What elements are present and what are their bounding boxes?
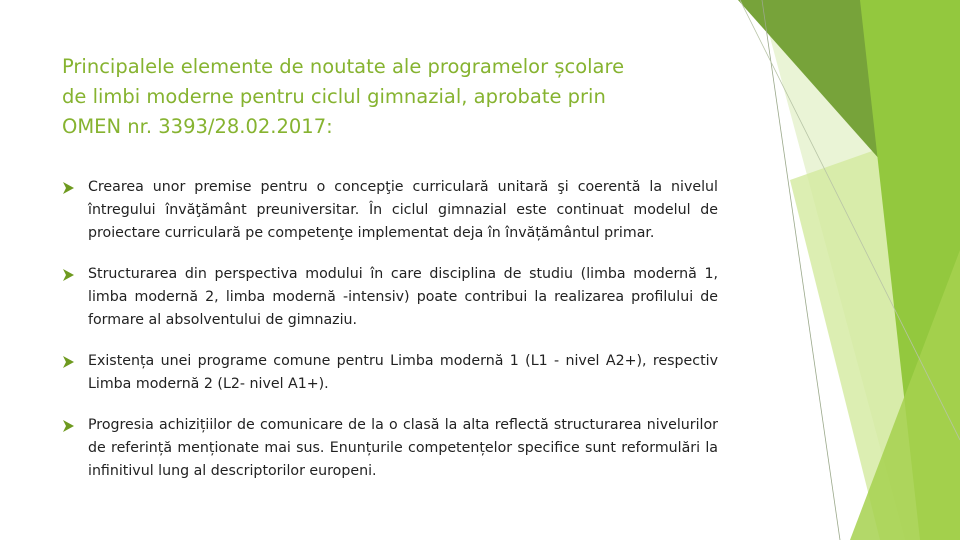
title-line-1: Principalele elemente de noutate ale programelor școlare xyxy=(62,55,625,78)
bullet-text: Progresia achizițiilor de comunicare de la o clasă la alta reflectă structurarea nivelurilor de referință menționate mai sus. Enunțurile competențelor specifice sunt reformulări la infinitivul lung al descriptorilor europeni. xyxy=(88,417,718,479)
title-line-2: de limbi moderne pentru ciclul gimnazial, aprobate prin xyxy=(62,85,606,108)
list-item xyxy=(62,350,718,396)
bullet-text: Structurarea din perspectiva modului în care disciplina de studiu (limba modernă 1, limba modernă 2, limba modernă -intensiv) poate contribui la realizarea profilului de formare al absolventului de gimnaziu. xyxy=(88,266,718,328)
arrowhead-bullet-icon xyxy=(62,182,74,194)
arrowhead-bullet-icon xyxy=(62,269,74,281)
arrowhead-bullet-icon xyxy=(62,420,74,432)
list-item xyxy=(62,414,718,483)
bullet-list xyxy=(62,176,718,501)
bullet-text: Crearea unor premise pentru o concepţie curriculară unitară şi coerentă la nivelul întregului învăţământ preuniversitar. În ciclul gimnazial este continuat modelul de proiectare curriculară pe competenţe implementat deja în învățământul primar. xyxy=(88,179,718,241)
arrowhead-bullet-icon xyxy=(62,356,74,368)
title-line-3: OMEN nr. 3393/28.02.2017: xyxy=(62,115,333,138)
list-item xyxy=(62,176,718,245)
page-title xyxy=(62,52,742,142)
bullet-text: Existența unei programe comune pentru Limba modernă 1 (L1 - nivel A2+), respectiv Limba modernă 2 (L2- nivel A1+). xyxy=(88,353,718,392)
list-item xyxy=(62,263,718,332)
